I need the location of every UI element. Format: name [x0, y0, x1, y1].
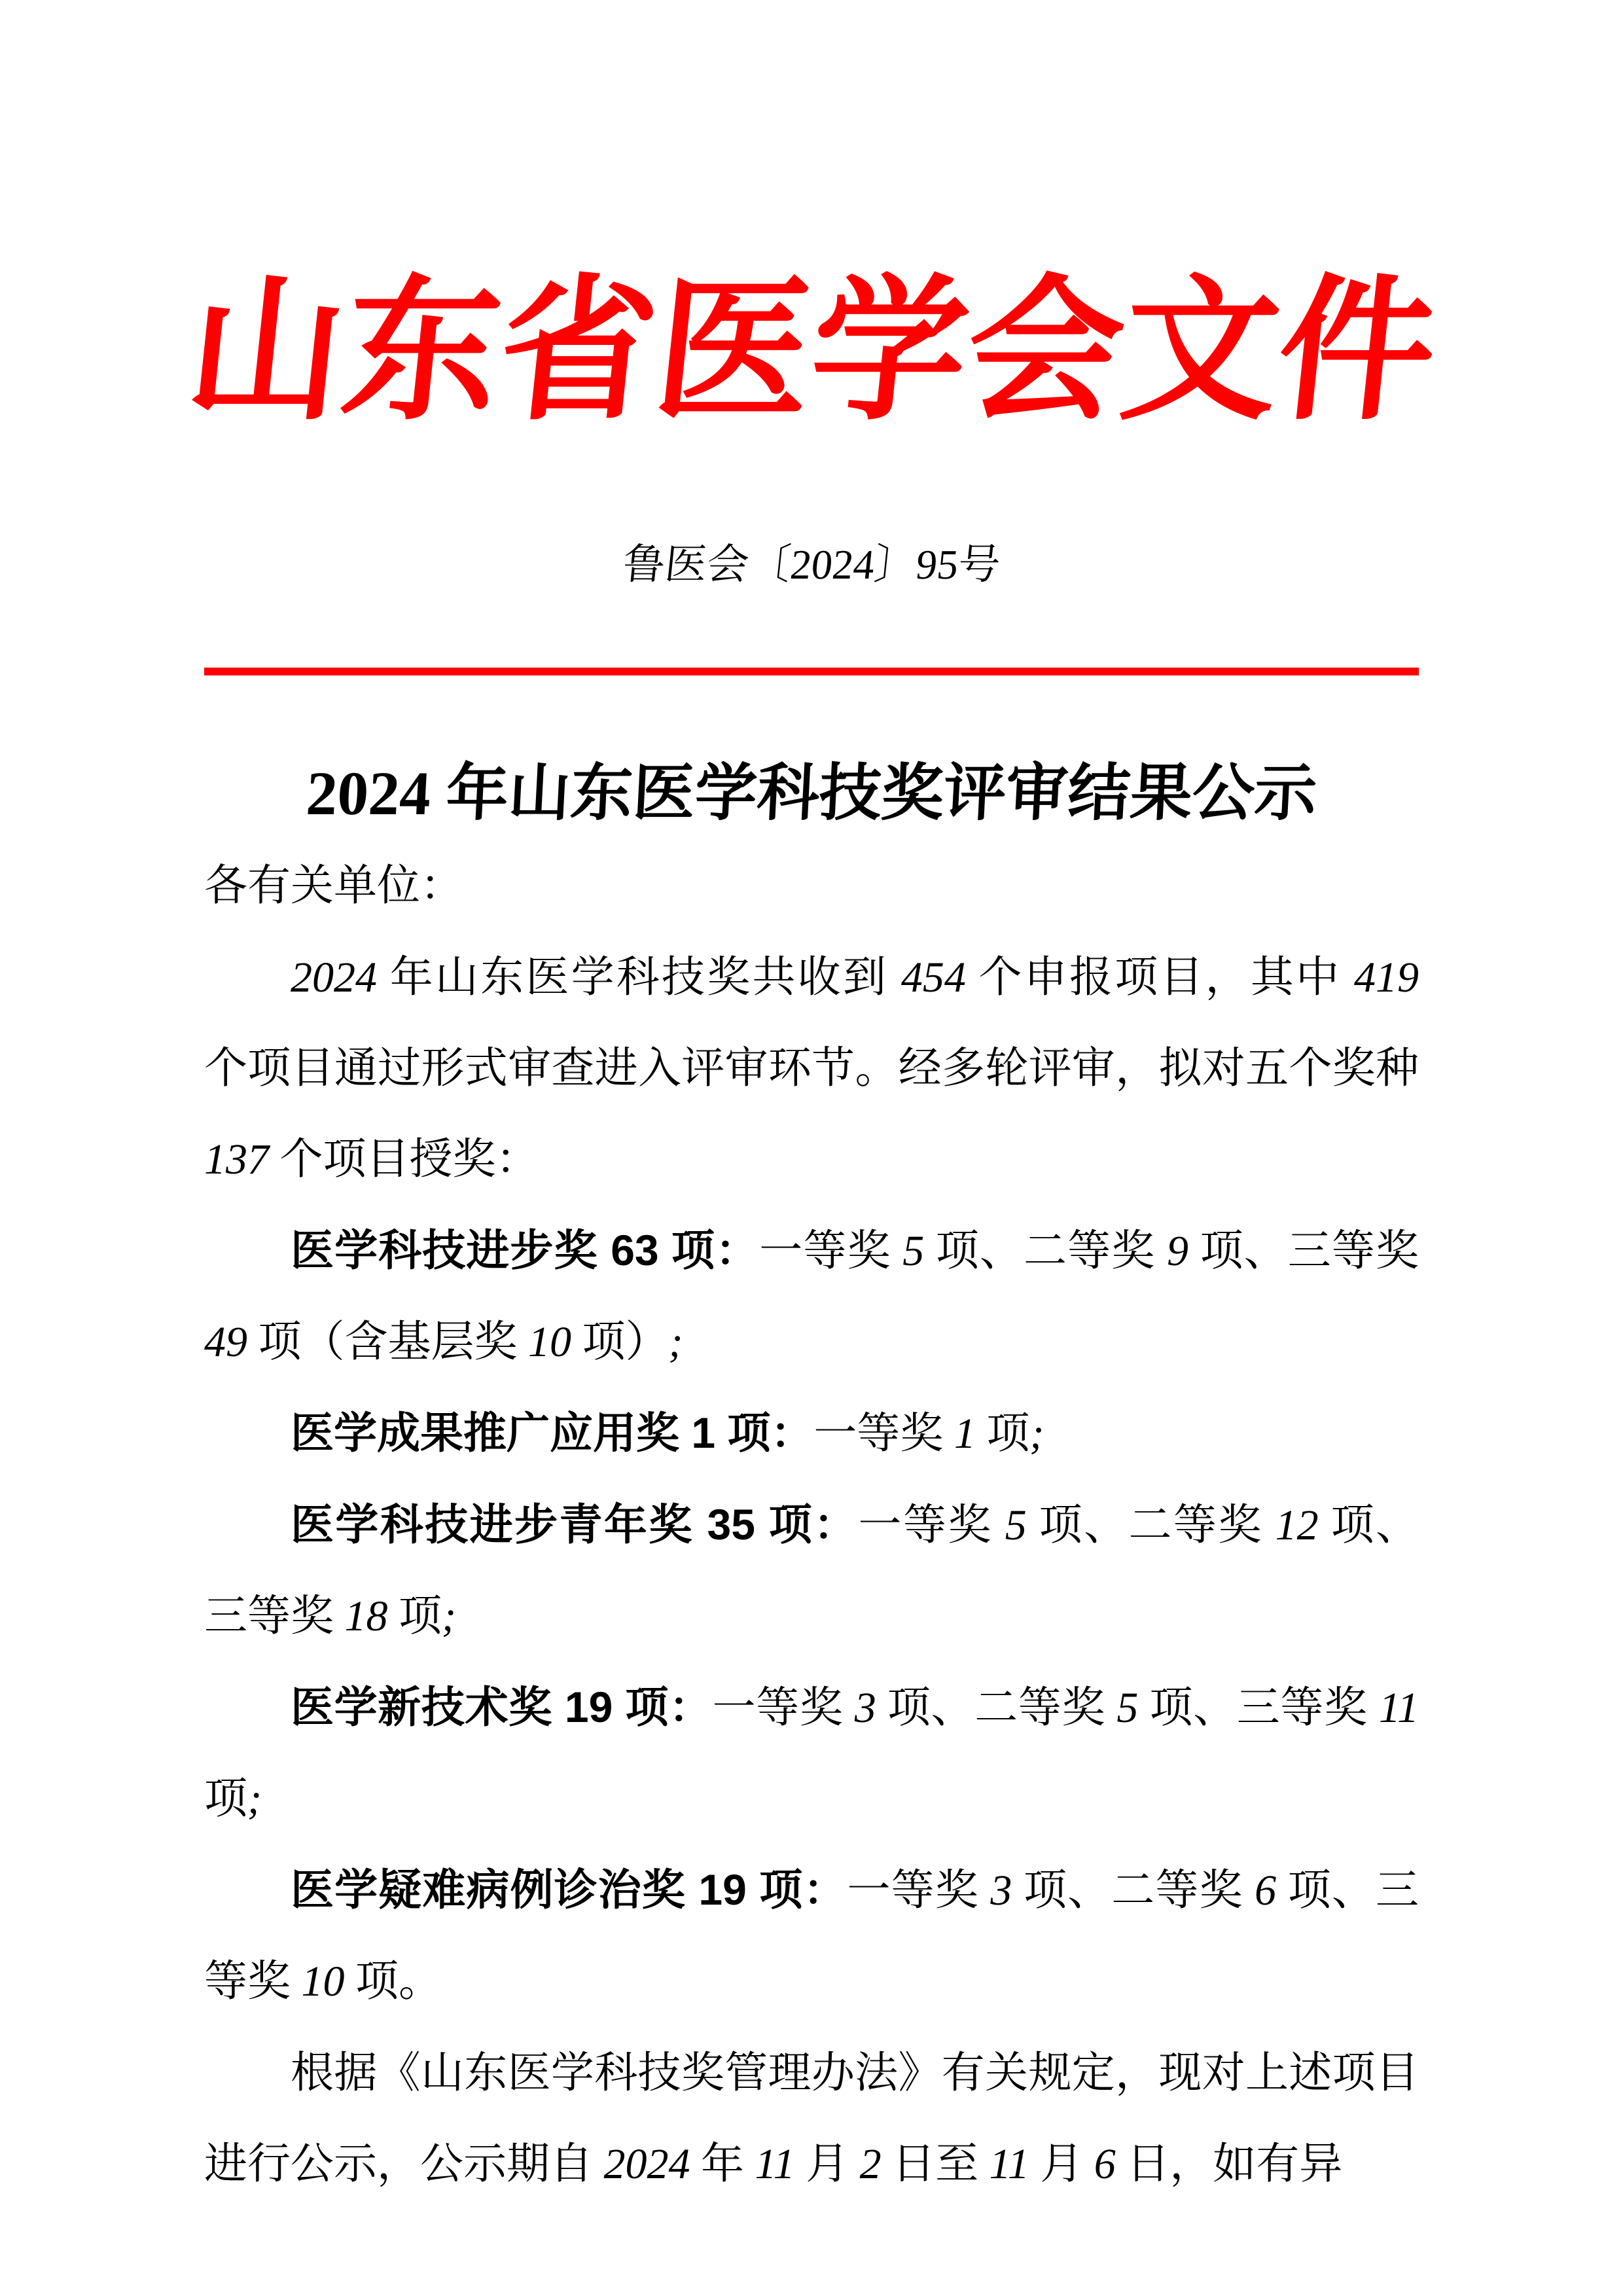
award-progress-lead: 医学科技进步奖 63 项： [291, 1226, 760, 1274]
award-youth [204, 1479, 1419, 1662]
award-difficult-cases [204, 1844, 1419, 2027]
paragraph-intro [204, 931, 1419, 1205]
document-number: 鲁医会〔2024〕95号 [620, 541, 1003, 588]
salutation [204, 840, 1419, 931]
award-new-technology [204, 1662, 1419, 1844]
letterhead-title: 山东省医学会文件 [179, 266, 1444, 439]
paragraph-publicity [204, 2027, 1419, 2210]
award-progress-text: 一等奖 5 项、二等奖 9 项、三等奖 49 项（含基层奖 10 项）; [204, 1227, 1419, 1366]
award-promotion-lead: 医学成果推广应用奖 1 项： [291, 1408, 814, 1457]
award-new-technology-text: 一等奖 3 项、二等奖 5 项、三等奖 11 项; [204, 1684, 1419, 1823]
award-new-technology-lead: 医学新技术奖 19 项： [291, 1683, 713, 1731]
award-youth-lead: 医学科技进步青年奖 35 项： [291, 1500, 859, 1549]
award-youth-text: 一等奖 5 项、二等奖 12 项、三等奖 18 项; [204, 1501, 1419, 1640]
award-promotion-text: 一等奖 1 项; [813, 1410, 1044, 1458]
award-difficult-cases-text: 一等奖 3 项、二等奖 6 项、三等奖 10 项。 [204, 1867, 1419, 2005]
document-title: 2024 年山东医学科技奖评审结果公示 [304, 759, 1319, 828]
document-body [204, 840, 1419, 2210]
red-divider-line [204, 668, 1419, 675]
award-progress [204, 1205, 1419, 1388]
salutation-text: 各有关单位： [204, 862, 463, 910]
paragraph-publicity-text: 根据《山东医学科技奖管理办法》有关规定，现对上述项目进行公示，公示期自 2024 年 11 月 2 日至 11 月 6 日，如有异 [204, 2049, 1419, 2188]
award-difficult-cases-lead: 医学疑难病例诊治奖 19 项： [291, 1865, 847, 1914]
award-promotion [204, 1388, 1419, 1479]
paragraph-intro-text: 2024 年山东医学科技奖共收到 454 个申报项目，其中 419 个项目通过形式审查进入评审环节。经多轮评审，拟对五个奖种 137 个项目授奖： [204, 954, 1419, 1183]
